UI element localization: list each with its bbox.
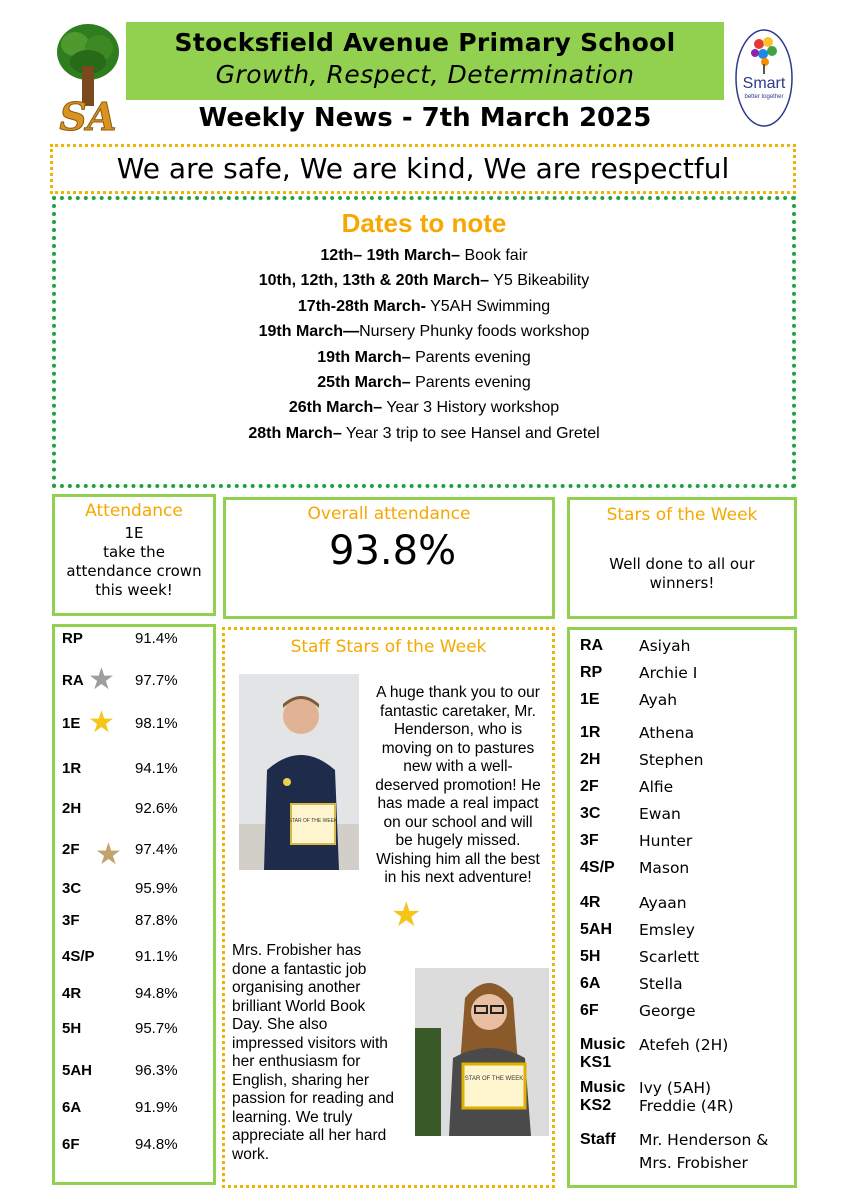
stars-of-week-box: [567, 497, 797, 619]
date-item: 28th March– Year 3 trip to see Hansel and Gretel: [248, 424, 600, 442]
attendance-row: 1E ★ 98.1%: [62, 706, 178, 739]
date-item: 19th March– Parents evening: [317, 348, 531, 366]
attendance-row: 3C 95.9%: [62, 880, 178, 897]
date-item: 17th-28th March- Y5AH Swimming: [297, 297, 551, 315]
attendance-row: 4S/P 91.1%: [62, 948, 178, 965]
attendance-title: Attendance: [85, 501, 183, 521]
attendance-list: [52, 624, 216, 1185]
staff-stars-title: Staff Stars of the Week: [290, 637, 487, 657]
winners-list: RA Asiyah RP Archie I 1E Ayah 1R Athena 2H Stephen 2F Alfie 3C Ewan 3F Hunter 4S/P Mason 4R Ayaan 5AH Emsley 5H Scarlett 6A Stella 6F George Music KS1 Atefeh (2H) Music KS2 Ivy (5AH) Freddie (4R) Staff Mr. Henderson & Mrs. Frobisher: [567, 627, 797, 1188]
svg-text:Smart: Smart: [742, 75, 786, 92]
date-item: 19th March—Nursery Phunky foods workshop: [258, 323, 590, 341]
overall-attendance-box: [223, 497, 555, 619]
school-motto: We are safe, We are kind, We are respectful: [50, 144, 796, 194]
dates-to-note: [52, 196, 796, 488]
school-logo: [55, 22, 121, 140]
attendance-row: RP 91.4%: [62, 630, 178, 647]
date-item: 26th March– Year 3 History workshop: [288, 399, 560, 417]
photo-caretaker: [239, 674, 359, 870]
attendance-row: 1R 94.1%: [62, 760, 178, 777]
overall-value: 93.8%: [329, 528, 457, 574]
attendance-row: 5AH 96.3%: [62, 1062, 178, 1079]
attendance-crown-box: [52, 494, 216, 616]
attendance-crown-text: 1E take the attendance crown this week!: [66, 524, 202, 599]
date-item: 10th, 12th, 13th & 20th March– Y5 Bikeability: [258, 272, 590, 290]
attendance-row: 5H 95.7%: [62, 1020, 178, 1037]
attendance-row: 2F ★ 97.4%: [62, 838, 178, 871]
attendance-row: 6F 94.8%: [62, 1136, 178, 1153]
photo-frobisher: [415, 968, 549, 1136]
smart-logo: [735, 28, 793, 128]
date-item: 25th March– Parents evening: [317, 374, 531, 392]
bronze-star-icon: ★: [95, 838, 122, 871]
svg-text:better together: better together: [744, 94, 784, 100]
date-item: 12th– 19th March– Book fair: [320, 247, 528, 264]
gold-star-icon: ★: [391, 896, 422, 934]
attendance-row: 6A 91.9%: [62, 1099, 178, 1116]
attendance-row: 3F 87.8%: [62, 912, 178, 929]
school-values: Growth, Respect, Determination: [215, 60, 635, 89]
svg-text:SA: SA: [59, 94, 117, 139]
svg-text:STAR OF THE WEEK: STAR OF THE WEEK: [288, 818, 338, 824]
school-name: Stocksfield Avenue Primary School: [174, 28, 676, 57]
frobisher-text: Mrs. Frobisher has done a fantastic job organising another brilliant World Book Day. She also impressed visitors with her enthusiasm for English, sharing her passion for reading and learning. We truly appreciate all her hard work.: [232, 942, 395, 1163]
attendance-row: RA ★ 97.7%: [62, 663, 178, 696]
staff-stars-box: [222, 627, 555, 1188]
attendance-row: 4R 94.8%: [62, 985, 178, 1002]
attendance-row: 2H 92.6%: [62, 800, 178, 817]
header-banner: [126, 22, 724, 100]
gold-star-icon: ★: [88, 706, 115, 739]
stars-text: Well done to all our winners!: [609, 555, 755, 592]
stars-title: Stars of the Week: [606, 505, 758, 525]
overall-title: Overall attendance: [307, 504, 471, 524]
issue-title: Weekly News - 7th March 2025: [198, 103, 652, 133]
caretaker-text: A huge thank you to our fantastic caretaker, Mr. Henderson, who is moving on to pastures new with a well- deserved promotion! He has made a real impact on our school and will be hugely missed. Wishing him all the best in his next adventure!: [375, 684, 541, 886]
svg-text:STAR OF THE WEEK: STAR OF THE WEEK: [464, 1076, 524, 1082]
dates-heading: Dates to note: [341, 208, 507, 238]
silver-star-icon: ★: [88, 663, 115, 696]
